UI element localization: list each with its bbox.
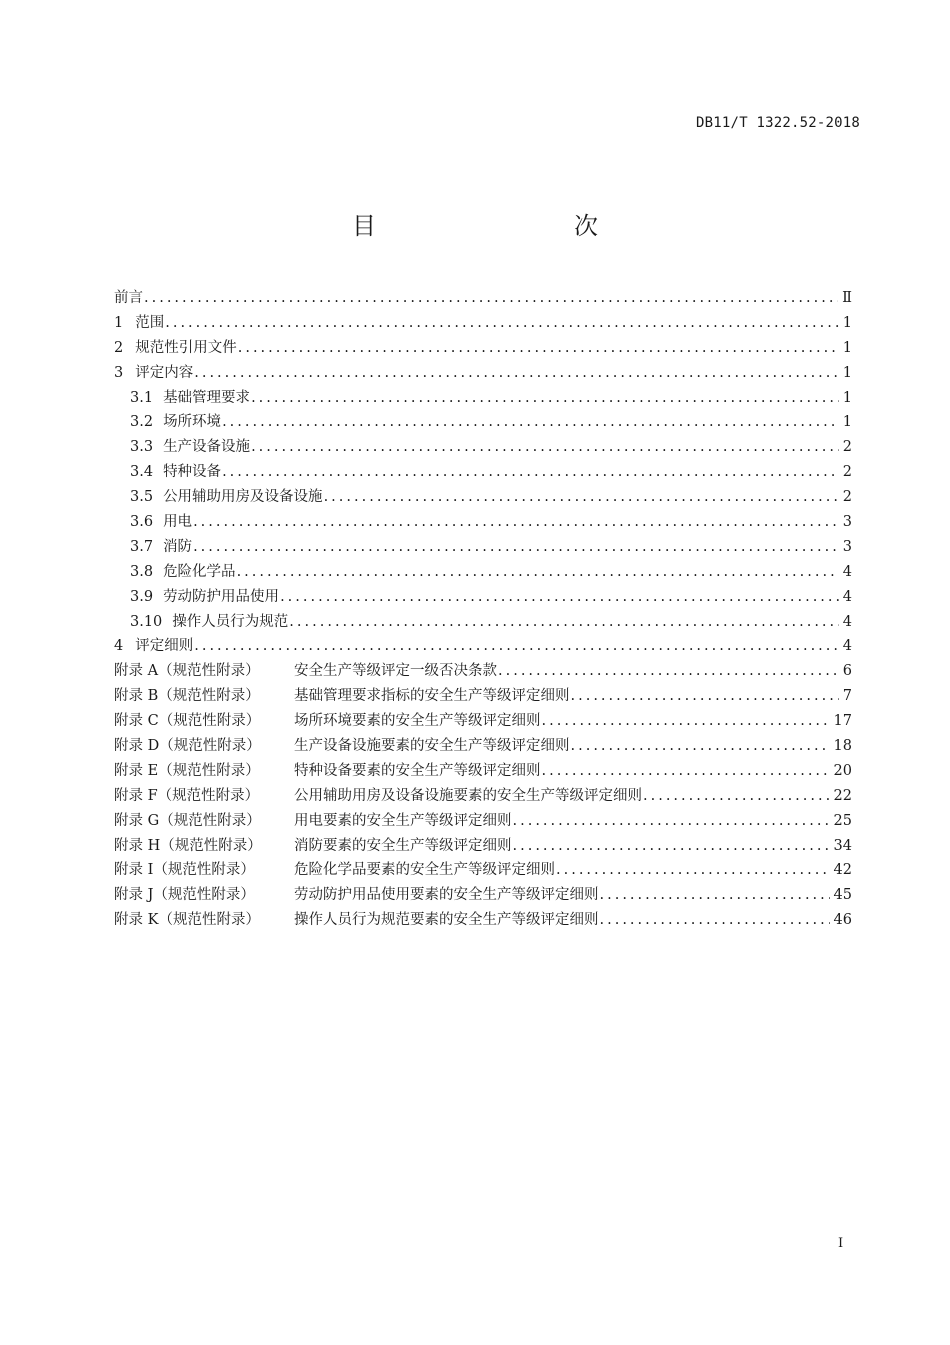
toc-entry-number: 3.4 [130, 464, 154, 481]
dot-leader [556, 862, 830, 878]
toc-entry-number: 2 [114, 339, 124, 356]
toc-entry-label: 范围 [135, 314, 165, 331]
dot-leader [324, 489, 839, 505]
toc-entry-page: 2 [842, 464, 852, 481]
toc-entry-label: 特种设备 [163, 464, 222, 481]
appendix-label: 生产设备设施要素的安全生产等级评定细则 [294, 738, 570, 755]
dot-leader [193, 539, 839, 555]
toc-entry-page: 1 [842, 414, 852, 431]
toc-entry-label: 前言 [114, 290, 143, 306]
dot-leader [289, 614, 838, 630]
toc-entry-label: 用电 [163, 514, 193, 531]
dot-leader [542, 713, 830, 729]
toc-title: 目 次 [352, 212, 648, 240]
toc-entry-page: 4 [842, 563, 852, 580]
appendix-label: 用电要素的安全生产等级评定细则 [294, 812, 512, 829]
appendix-code: 附录 C（规范性附录） [114, 713, 261, 730]
toc-appendix-b[interactable] [114, 684, 852, 709]
toc-entry-number: 3.7 [130, 538, 154, 555]
dot-leader [571, 738, 830, 754]
toc-entry-label: 操作人员行为规范 [172, 613, 289, 630]
toc-entry-3-5[interactable] [114, 485, 852, 510]
toc-entry-label: 消防 [163, 538, 193, 555]
table-of-contents [114, 286, 852, 933]
toc-appendix-c[interactable] [114, 709, 852, 734]
dot-leader [144, 290, 838, 306]
toc-entry-label: 劳动防护用品使用 [163, 588, 280, 605]
toc-entry-3-2[interactable] [114, 410, 852, 435]
dot-leader [513, 813, 830, 829]
toc-entry-number: 3.2 [130, 414, 154, 431]
appendix-page: 6 [842, 663, 852, 680]
toc-entry-3-9[interactable] [114, 585, 852, 610]
dot-leader [600, 912, 830, 928]
toc-entry-3-4[interactable] [114, 460, 852, 485]
appendix-label: 劳动防护用品使用要素的安全生产等级评定细则 [294, 887, 599, 904]
appendix-label: 消防要素的安全生产等级评定细则 [294, 837, 512, 854]
toc-entry-number: 3.6 [130, 514, 154, 531]
toc-entry-page: 4 [842, 613, 852, 630]
appendix-page: 17 [833, 713, 852, 730]
appendix-label: 安全生产等级评定一级否决条款 [294, 663, 497, 680]
appendix-page: 34 [833, 837, 852, 854]
appendix-code: 附录 A（规范性附录） [114, 663, 260, 680]
appendix-code: 附录 E（规范性附录） [114, 762, 260, 779]
toc-entry-label: 评定细则 [135, 638, 194, 655]
toc-entry-page: 3 [842, 538, 852, 555]
dot-leader [571, 688, 839, 704]
toc-entry-foreword[interactable] [114, 286, 852, 311]
toc-entry-page: 3 [842, 514, 852, 531]
toc-entry-page: Ⅱ [842, 290, 852, 306]
dot-leader [238, 340, 839, 356]
dot-leader [280, 589, 839, 605]
toc-appendix-h[interactable] [114, 834, 852, 859]
toc-entry-assessment-rules[interactable] [114, 634, 852, 659]
toc-entry-page: 1 [842, 389, 852, 406]
toc-appendix-a[interactable] [114, 659, 852, 684]
dot-leader [222, 414, 839, 430]
toc-entry-number: 3.1 [130, 389, 154, 406]
appendix-code: 附录 B（规范性附录） [114, 688, 260, 705]
dot-leader [237, 564, 839, 580]
dot-leader [194, 365, 839, 381]
toc-entry-number: 3.5 [130, 489, 154, 506]
toc-entry-label: 基础管理要求 [163, 389, 251, 406]
appendix-page: 45 [833, 887, 852, 904]
toc-entry-page: 1 [842, 364, 852, 381]
appendix-page: 22 [833, 787, 852, 804]
dot-leader [643, 788, 830, 804]
dot-leader [498, 663, 839, 679]
document-code: DB11/T 1322.52-2018 [696, 115, 860, 131]
dot-leader [513, 838, 830, 854]
toc-entry-label: 场所环境 [163, 414, 222, 431]
appendix-page: 18 [833, 738, 852, 755]
toc-entry-3-7[interactable] [114, 535, 852, 560]
toc-entry-label: 规范性引用文件 [135, 339, 237, 356]
dot-leader [194, 638, 839, 654]
toc-entry-page: 4 [842, 588, 852, 605]
toc-entry-label: 危险化学品 [163, 563, 236, 580]
appendix-code: 附录 K（规范性附录） [114, 912, 260, 929]
toc-appendix-j[interactable] [114, 883, 852, 908]
appendix-page: 46 [833, 912, 852, 929]
appendix-label: 特种设备要素的安全生产等级评定细则 [294, 762, 541, 779]
toc-entry-page: 4 [842, 638, 852, 655]
dot-leader [600, 887, 830, 903]
dot-leader [165, 315, 839, 331]
dot-leader [542, 763, 830, 779]
toc-appendix-k[interactable] [114, 908, 852, 933]
appendix-code: 附录 J（规范性附录） [114, 887, 255, 904]
toc-entry-3-6[interactable] [114, 510, 852, 535]
dot-leader [251, 439, 839, 455]
appendix-code: 附录 D（规范性附录） [114, 738, 261, 755]
toc-entry-number: 3.9 [130, 588, 154, 605]
toc-appendix-f[interactable] [114, 784, 852, 809]
toc-entry-page: 1 [842, 314, 852, 331]
toc-entry-label: 公用辅助用房及设备设施 [163, 489, 323, 506]
toc-entry-number: 3.8 [130, 563, 154, 580]
appendix-code: 附录 I（规范性附录） [114, 862, 255, 879]
appendix-code: 附录 F（规范性附录） [114, 787, 260, 804]
appendix-page: 25 [833, 812, 852, 829]
dot-leader [222, 464, 839, 480]
appendix-label: 操作人员行为规范要素的安全生产等级评定细则 [294, 912, 599, 929]
toc-entry-scope[interactable] [114, 311, 852, 336]
toc-entry-3-3[interactable] [114, 435, 852, 460]
toc-entry-number: 3.3 [130, 439, 154, 456]
toc-entry-number: 3 [114, 364, 124, 381]
toc-appendix-d[interactable] [114, 734, 852, 759]
toc-entry-number: 4 [114, 638, 124, 655]
toc-entry-3-10[interactable] [114, 610, 852, 635]
appendix-label: 基础管理要求指标的安全生产等级评定细则 [294, 688, 570, 705]
toc-entry-page: 2 [842, 489, 852, 506]
toc-entry-label: 评定内容 [135, 364, 194, 381]
appendix-page: 42 [833, 862, 852, 879]
toc-entry-normative-references[interactable] [114, 336, 852, 361]
toc-entry-3-8[interactable] [114, 560, 852, 585]
toc-entry-assessment-content[interactable] [114, 361, 852, 386]
toc-entry-number: 1 [114, 314, 124, 331]
appendix-code: 附录 H（规范性附录） [114, 837, 262, 854]
dot-leader [251, 390, 839, 406]
appendix-page: 7 [842, 688, 852, 705]
toc-appendix-e[interactable] [114, 759, 852, 784]
toc-entry-number: 3.10 [130, 613, 163, 630]
page-number: I [838, 1236, 844, 1251]
toc-appendix-i[interactable] [114, 858, 852, 883]
dot-leader [193, 514, 839, 530]
appendix-code: 附录 G（规范性附录） [114, 812, 261, 829]
toc-appendix-g[interactable] [114, 809, 852, 834]
toc-entry-page: 2 [842, 439, 852, 456]
toc-entry-page: 1 [842, 339, 852, 356]
appendix-label: 公用辅助用房及设备设施要素的安全生产等级评定细则 [294, 787, 642, 804]
toc-entry-label: 生产设备设施 [163, 439, 251, 456]
appendix-label: 危险化学品要素的安全生产等级评定细则 [294, 862, 555, 879]
toc-entry-3-1[interactable] [114, 386, 852, 411]
appendix-page: 20 [833, 762, 852, 779]
appendix-label: 场所环境要素的安全生产等级评定细则 [294, 713, 541, 730]
